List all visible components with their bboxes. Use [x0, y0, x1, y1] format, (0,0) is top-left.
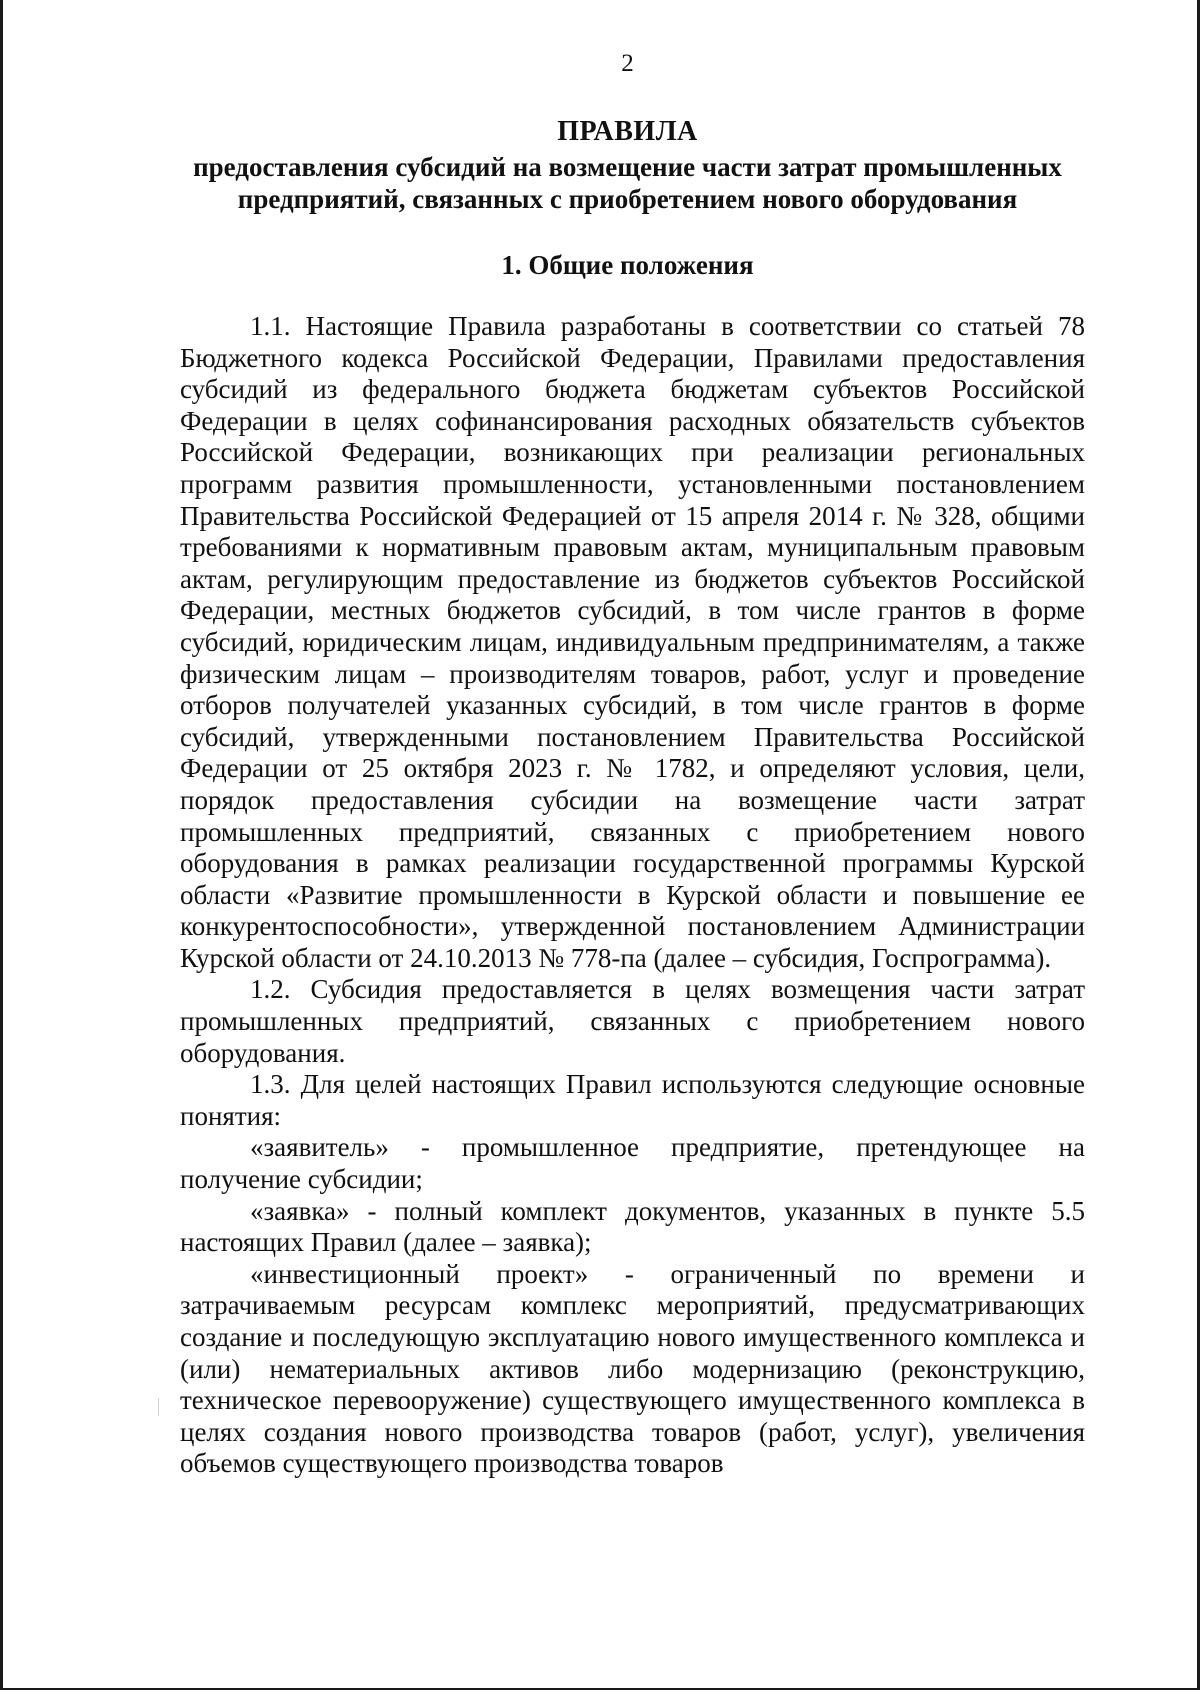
- paragraph-1-2: 1.2. Субсидия предоставляется в целях возмещения части затрат промышленных предприятий, связанных с приобретением нового оборудования.: [180, 974, 1085, 1068]
- definition-investment-project: «инвестиционный проект» - ограниченный по времени и затрачиваемым ресурсам комплекс мероприятий, предусматривающих создание и последующую эксплуатацию нового имущественного комплекса и (или) нематериальных активов либо модернизацию (реконструкцию, техническое перевооружение) существующего имущественного комплекса в целях создания нового производства товаров (работ, услуг), увеличения объемов существующего производства товаров: [180, 1258, 1085, 1479]
- definition-application: «заявка» - полный комплект документов, указанных в пункте 5.5 настоящих Правил (далее – заявка);: [180, 1195, 1085, 1258]
- page-number: 2: [621, 50, 634, 77]
- paragraph-1-3: 1.3. Для целей настоящих Правил используются следующие основные понятия:: [180, 1069, 1085, 1131]
- document-title-block: [170, 116, 1085, 215]
- paragraph-1-1: 1.1. Настоящие Правила разработаны в соответствии со статьей 78 Бюджетного кодекса Российской Федерации, Правилами предоставления субсидий из федерального бюджета бюджетам субъектов Российской Федерации в целях софинансирования расходных обязательств субъектов Российской Федерации, возникающих при реализации региональных программ развития промышленности, установленными постановлением Правительства Российской Федерацией от 15 апреля 2014 г. № 328, общими требованиями к нормативным правовым актам, муниципальным правовым актам, регулирующим предоставление из бюджетов субъектов Российской Федерации, местных бюджетов субсидий, в том числе грантов в форме субсидий, юридическим лицам, индивидуальным предпринимателям, а также физическим лицам – производителям товаров, работ, услуг и проведение отборов получателей указанных субсидий, в том числе грантов в форме субсидий, утвержденными постановлением Правительства Российской Федерации от 25 октября 2023 г. № 1782, и определяют условия, цели, порядок предоставления субсидии на возмещение части затрат промышленных предприятий, связанных с приобретением нового оборудования в рамках реализации государственной программы Курской области «Развитие промышленности в Курской области и повышение ее конкурентоспособности», утвержденной постановлением Администрации Курской области от 24.10.2013 № 778-па (далее – субсидия, Госпрограмма).: [180, 311, 1085, 973]
- document-title: ПРАВИЛА: [557, 116, 698, 147]
- definition-applicant: «заявитель» - промышленное предприятие, претендующее на получение субсидии;: [180, 1132, 1085, 1195]
- section-heading: 1. Общие положения: [501, 250, 754, 280]
- margin-scan-mark: [158, 1398, 159, 1416]
- document-body: [180, 311, 1085, 1480]
- document-subtitle: предоставления субсидий на возмещение части затрат промышленных предприятий, связанных с приобретением нового оборудования: [193, 152, 1062, 214]
